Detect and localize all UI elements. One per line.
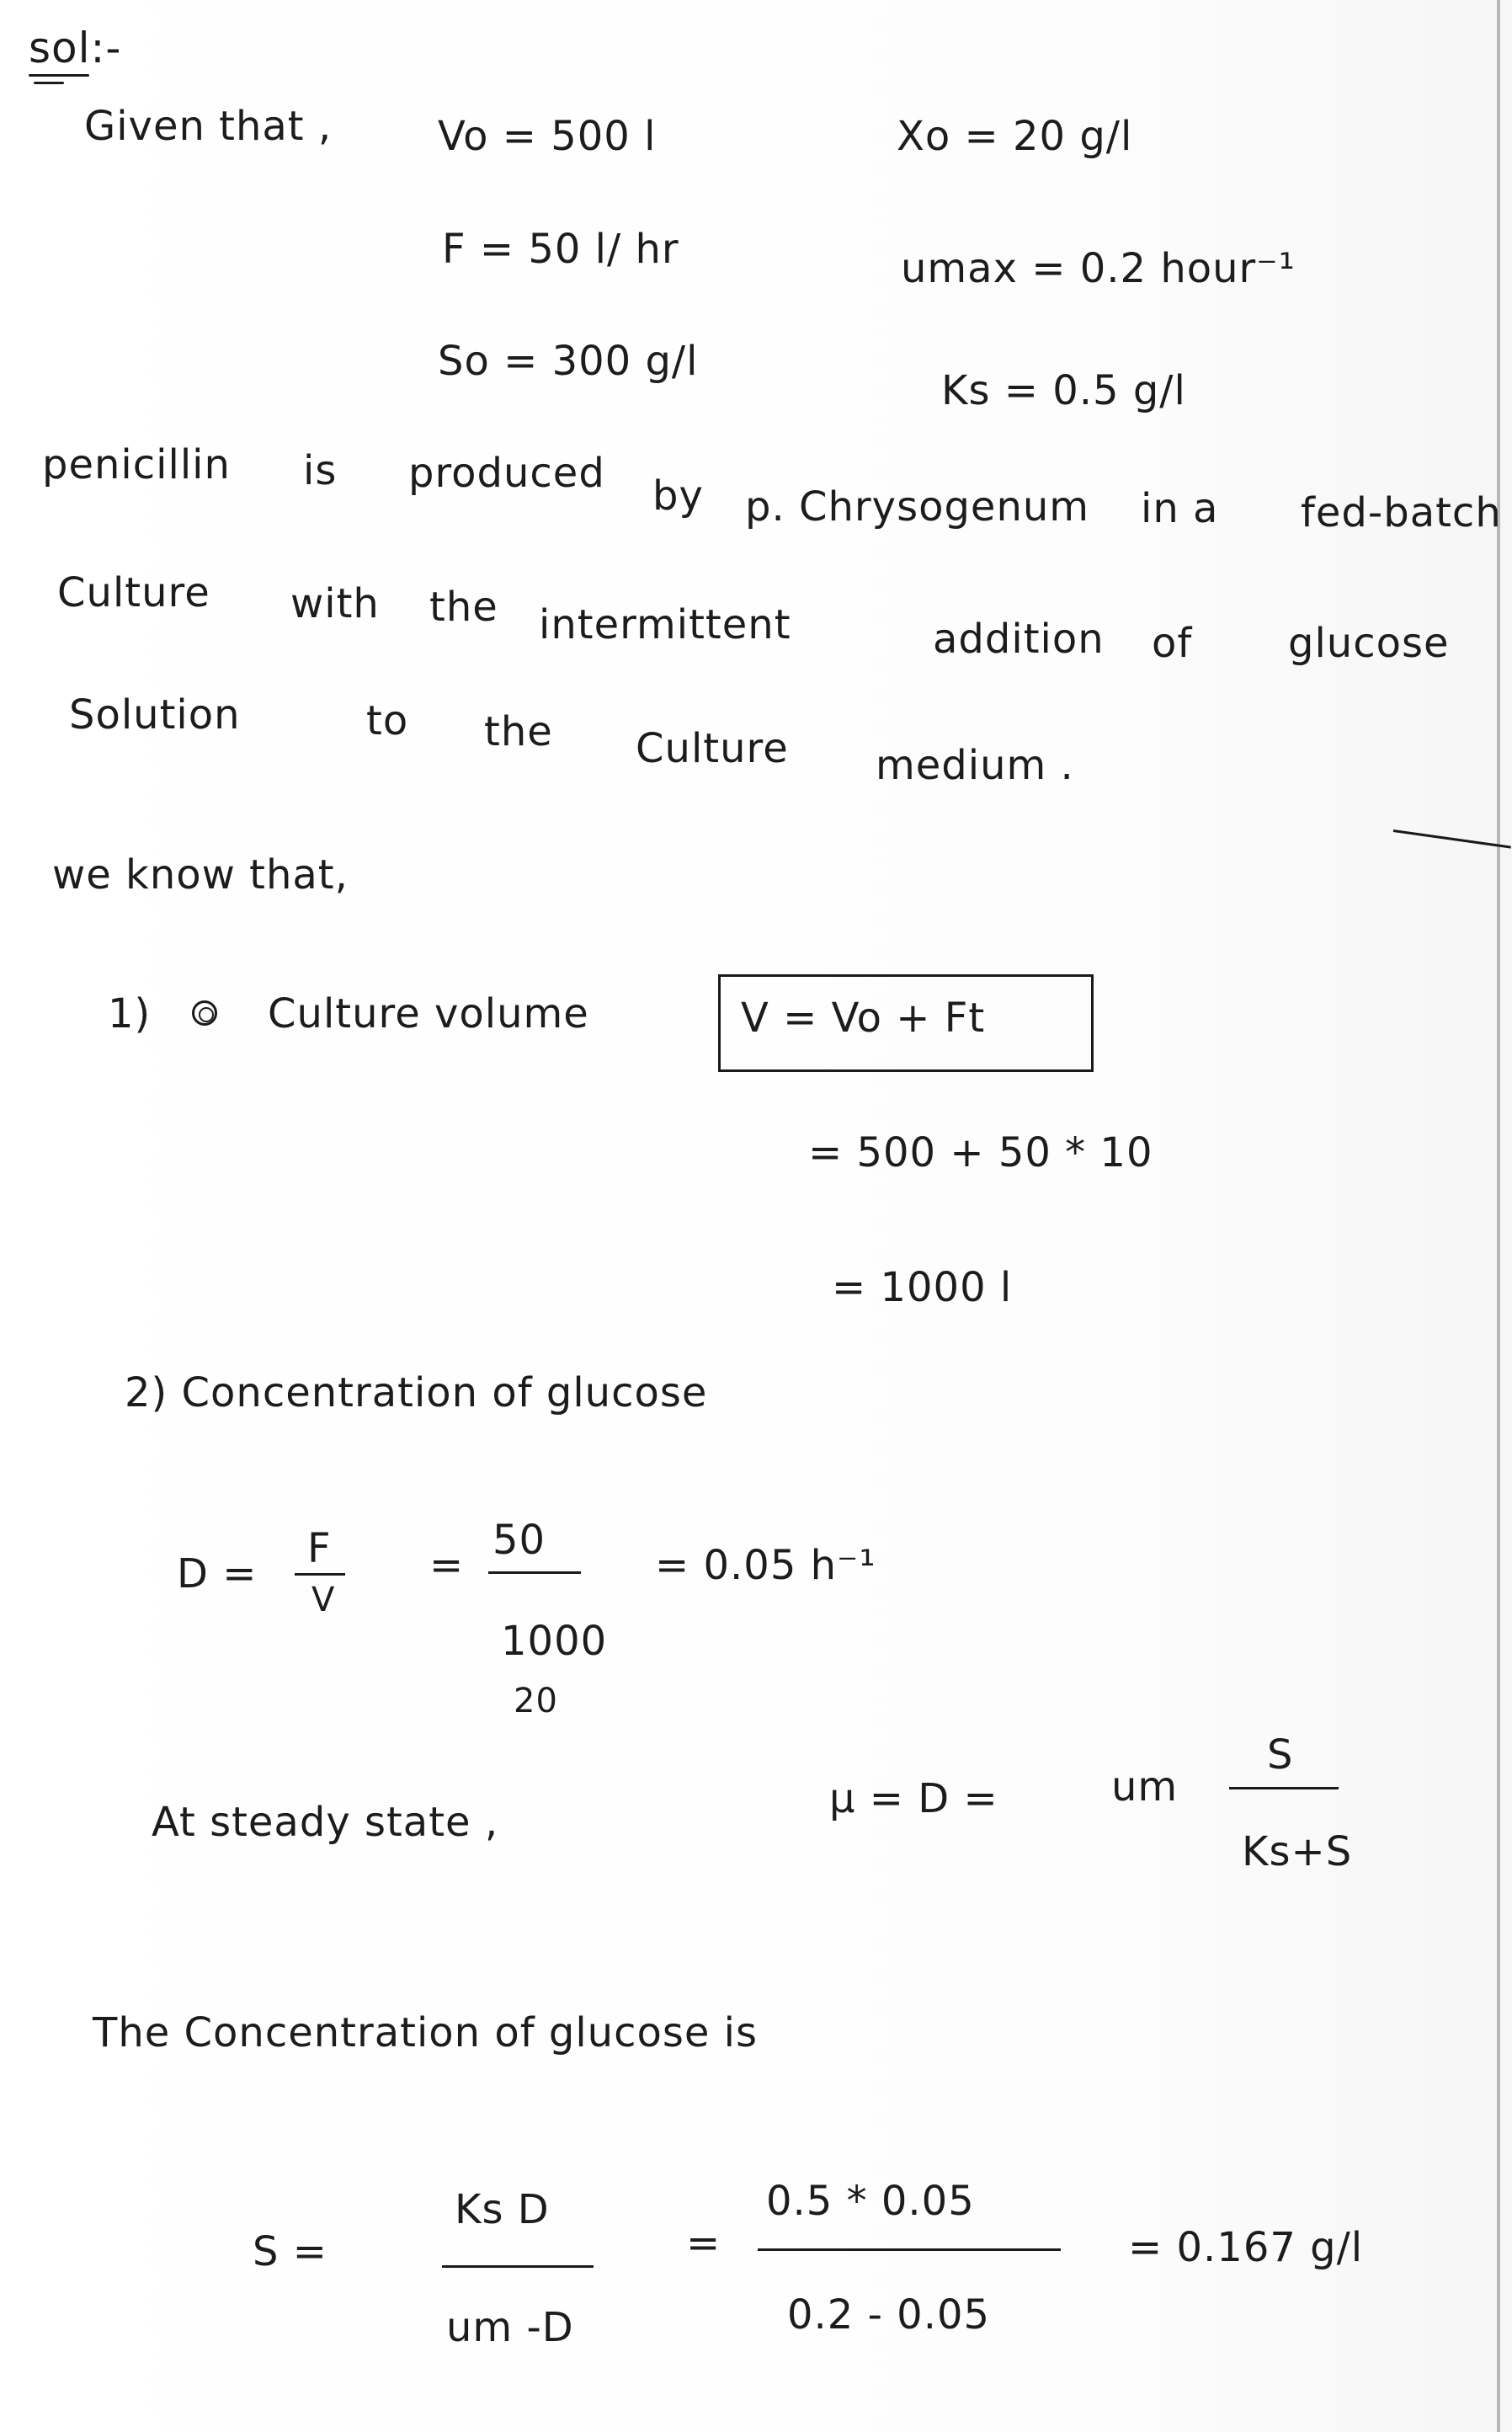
fraction-bar — [442, 2265, 594, 2268]
given-ks: Ks = 0.5 g/l — [941, 367, 1186, 414]
paragraph-word: the — [484, 708, 553, 755]
substrate-lhs: S = — [253, 2228, 327, 2275]
step-one-number: 1) — [108, 990, 152, 1037]
paragraph-word: intermittent — [539, 601, 791, 648]
given-f: F = 50 l/ hr — [442, 226, 679, 273]
substrate-denominator-value: 0.2 - 0.05 — [787, 2291, 991, 2339]
culture-volume-label: Culture volume — [268, 990, 589, 1037]
paragraph-word: glucose — [1288, 620, 1450, 667]
fraction-bar — [758, 2248, 1061, 2251]
monod-denominator: Ks+S — [1242, 1828, 1353, 1875]
given-intro: Given that , — [84, 103, 333, 150]
we-know-text: we know that, — [52, 851, 349, 899]
paragraph-word: the — [429, 584, 498, 631]
paragraph-word: p. Chrysogenum — [745, 483, 1090, 531]
paragraph-word: addition — [933, 616, 1105, 663]
paragraph-word: produced — [408, 450, 605, 497]
dilution-equals: = — [429, 1542, 465, 1589]
dilution-result: = 0.05 h⁻¹ — [655, 1542, 876, 1589]
paragraph-word: Culture — [636, 725, 789, 772]
substrate-denominator: um -D — [446, 2304, 574, 2351]
paragraph-word: to — [366, 697, 409, 744]
paragraph-word: penicillin — [42, 441, 231, 488]
mu-max-term: um — [1111, 1763, 1179, 1811]
volume-result: = 1000 l — [832, 1264, 1013, 1311]
given-vo: Vo = 500 l — [438, 113, 657, 160]
steady-state-text: At steady state , — [152, 1799, 499, 1846]
substrate-numerator: Ks D — [455, 2186, 550, 2233]
given-xo: Xo = 20 g/l — [897, 113, 1133, 160]
solution-underline — [29, 74, 89, 77]
scribble-mark — [192, 1000, 217, 1026]
monod-numerator: S — [1267, 1731, 1294, 1779]
paragraph-word: is — [303, 447, 338, 494]
concentration-heading: 2) Concentration of glucose — [125, 1369, 708, 1416]
substrate-equals: = — [686, 2220, 721, 2267]
paragraph-word: by — [652, 472, 704, 520]
fraction-bar — [488, 1571, 581, 1574]
solution-underline-2 — [34, 82, 64, 84]
paragraph-word: Solution — [69, 691, 241, 739]
mu-equals-d: μ = D = — [829, 1775, 998, 1822]
given-so: So = 300 g/l — [438, 338, 699, 385]
concentration-text: The Concentration of glucose is — [93, 2009, 758, 2056]
substrate-numerator-value: 0.5 * 0.05 — [766, 2178, 975, 2225]
paragraph-word: in a — [1141, 485, 1219, 532]
paragraph-word: medium . — [876, 742, 1074, 789]
dilution-numerator: F — [307, 1525, 332, 1572]
paragraph-word: Culture — [57, 569, 210, 616]
paragraph-word: fed-batch — [1301, 489, 1502, 536]
dilution-denominator: V — [311, 1581, 336, 1619]
substrate-result: = 0.167 g/l — [1128, 2224, 1364, 2271]
given-umax: umax = 0.2 hour⁻¹ — [901, 245, 1296, 292]
volume-formula: V = Vo + Ft — [741, 995, 986, 1042]
paragraph-word: with — [290, 580, 380, 627]
solution-label: sol:- — [29, 24, 122, 72]
dilution-denominator-value: 1000 — [501, 1618, 608, 1665]
volume-substitution: = 500 + 50 * 10 — [808, 1129, 1153, 1176]
dilution-lhs: D = — [177, 1550, 258, 1597]
dilution-denominator-note: 20 — [514, 1682, 558, 1720]
fraction-bar — [1229, 1787, 1339, 1789]
dilution-numerator-value: 50 — [492, 1517, 546, 1564]
margin-pen-stroke — [1393, 829, 1511, 849]
paragraph-word: of — [1152, 620, 1193, 667]
fraction-bar — [295, 1573, 345, 1576]
page-edge-shadow — [1497, 0, 1500, 2432]
